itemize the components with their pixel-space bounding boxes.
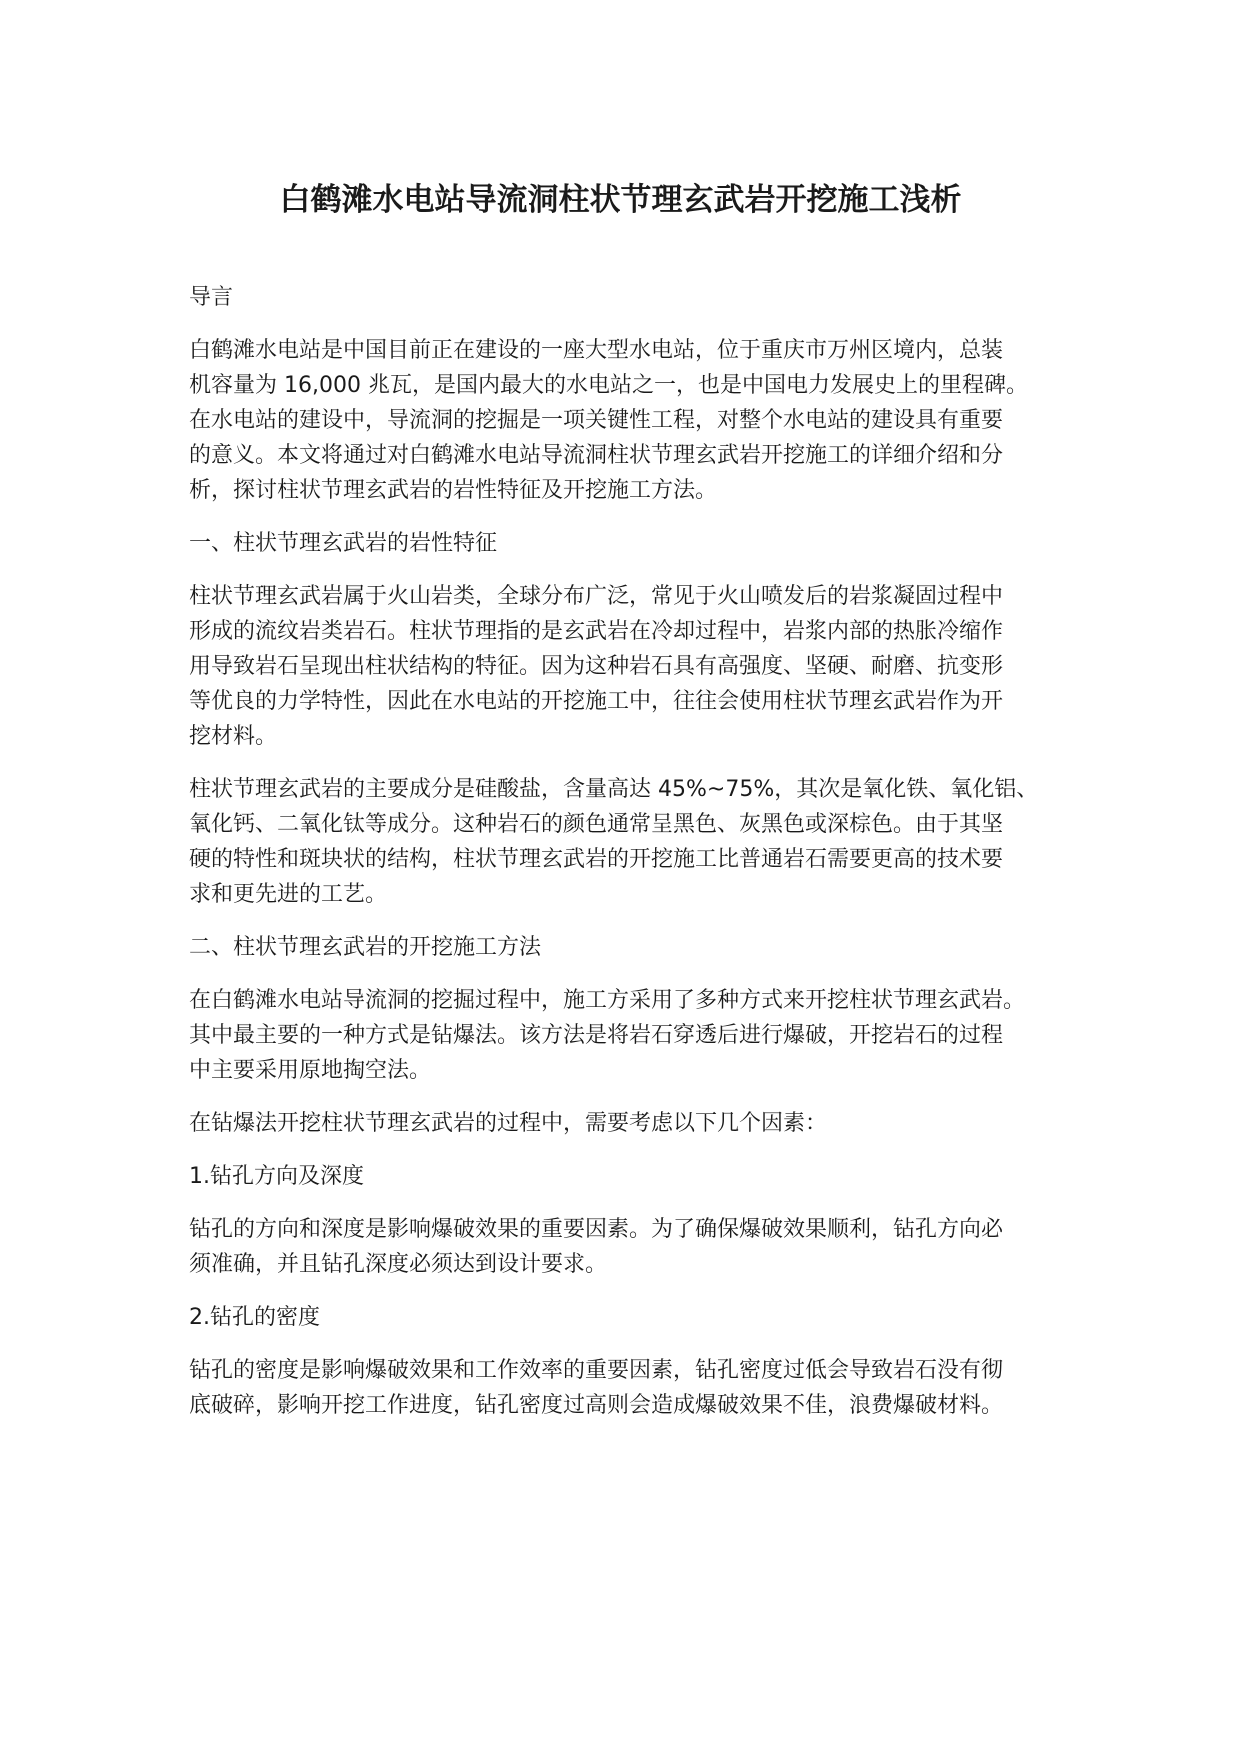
section-heading-1: 一、柱状节理玄武岩的岩性特征 [189, 531, 498, 556]
paragraph: 柱状节理玄武岩属于火山岩类，全球分布广泛，常见于火山喷发后的岩浆凝固过程中 形成的流纹岩类岩石。柱状节理指的是玄武岩在冷却过程中，岩浆内部的热胀冷缩作 用导致岩石呈现出柱状结构的特征。因为这种岩石具有高强度、坚硬、耐磨、抗变形 等优良的力学特性，因此在水电站的开挖施工中，往往会使用柱状节理玄武岩作为开 挖材料。 [189, 584, 1004, 749]
document-body [189, 280, 1069, 1441]
paragraph: 柱状节理玄武岩的主要成分是硅酸盐，含量高达 45%~75%，其次是氧化铁、氧化铝、 氧化钙、二氧化钛等成分。这种岩石的颜色通常呈黑色、灰黑色或深棕色。由于其坚 硬的特性和斑块状的结构，柱状节理玄武岩的开挖施工比普通岩石需要更高的技术要 求和更先进的工艺。 [189, 777, 1039, 907]
subheading-drill-direction: 1.钻孔方向及深度 [189, 1164, 364, 1189]
paragraph: 钻孔的方向和深度是影响爆破效果的重要因素。为了确保爆破效果顺利，钻孔方向必 须准确，并且钻孔深度必须达到设计要求。 [189, 1217, 1004, 1277]
paragraph: 钻孔的密度是影响爆破效果和工作效率的重要因素，钻孔密度过低会导致岩石没有彻 底破碎，影响开挖工作进度，钻孔密度过高则会造成爆破效果不佳，浪费爆破材料。 [189, 1358, 1004, 1418]
document-title: 白鹤滩水电站导流洞柱状节理玄武岩开挖施工浅析 [279, 182, 962, 218]
section-heading-2: 二、柱状节理玄武岩的开挖施工方法 [189, 935, 542, 960]
section-heading-intro: 导言 [189, 285, 234, 310]
subheading-drill-density: 2.钻孔的密度 [189, 1305, 320, 1330]
paragraph: 在钻爆法开挖柱状节理玄武岩的过程中，需要考虑以下几个因素： [189, 1111, 828, 1136]
paragraph: 在白鹤滩水电站导流洞的挖掘过程中，施工方采用了多种方式来开挖柱状节理玄武岩。 其中最主要的一种方式是钻爆法。该方法是将岩石穿透后进行爆破，开挖岩石的过程 中主要采用原地掏空法。 [189, 988, 1026, 1083]
paragraph-intro: 白鹤滩水电站是中国目前正在建设的一座大型水电站，位于重庆市万州区境内，总装 机容量为 16,000 兆瓦，是国内最大的水电站之一，也是中国电力发展史上的里程碑。 在水电站的建设中，导流洞的挖掘是一项关键性工程，对整个水电站的建设具有重要 的意义。本文将通过对白鹤滩水电站导流洞柱状节理玄武岩开挖施工的详细介绍和分 析，探讨柱状节理玄武岩的岩性特征及开挖施工方法。 [189, 338, 1028, 503]
